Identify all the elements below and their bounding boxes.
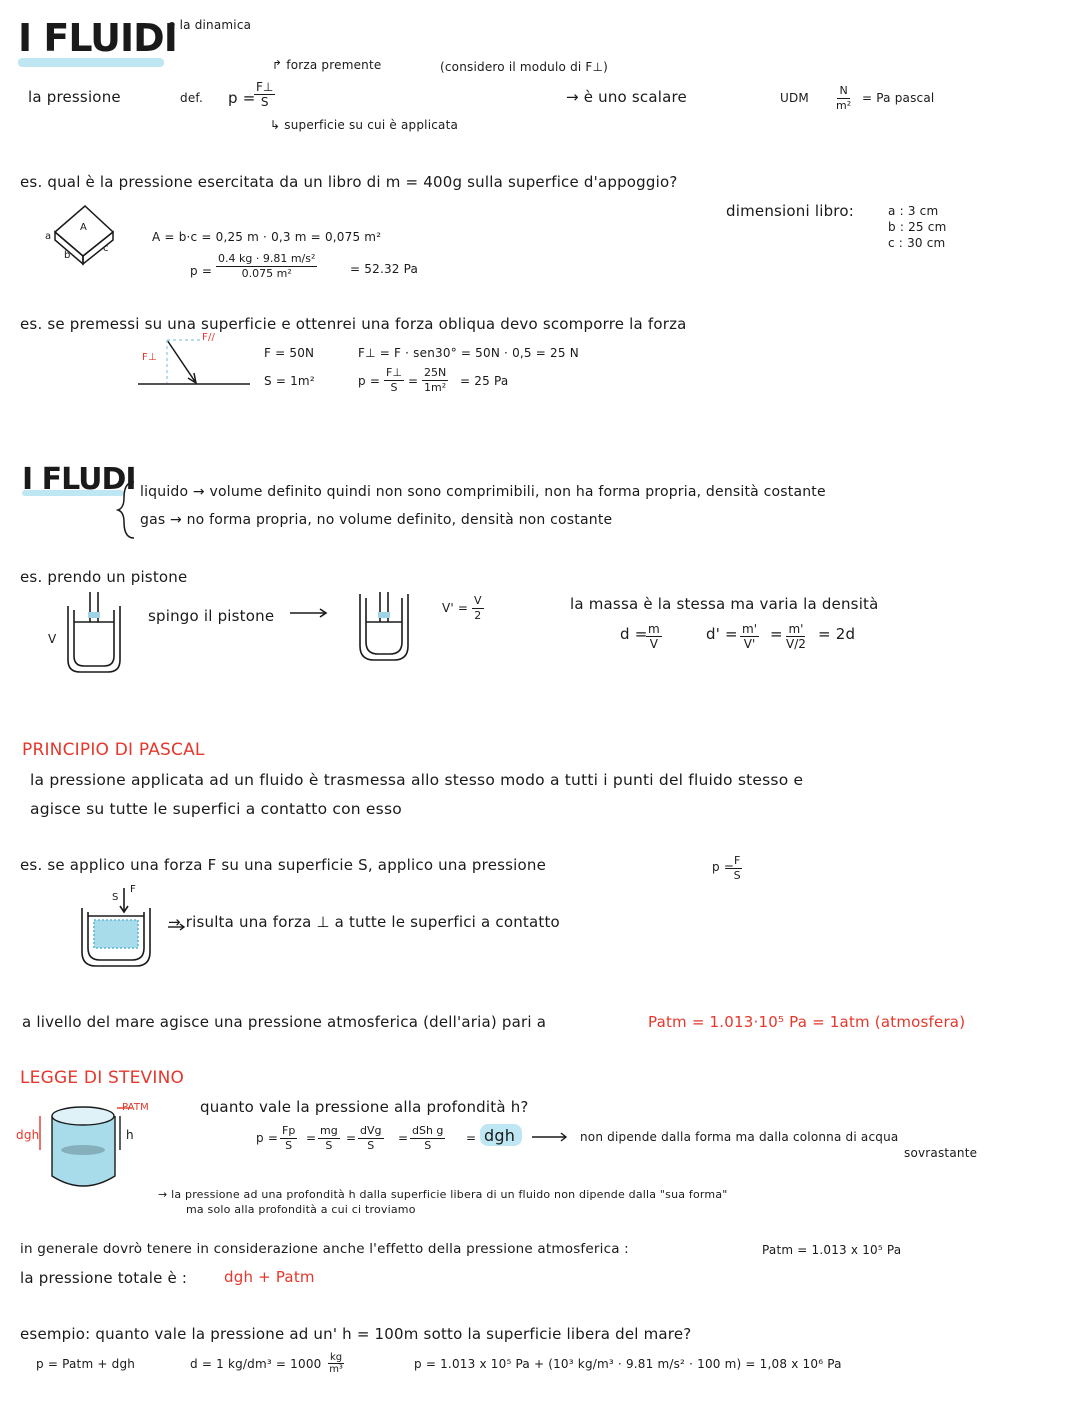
pascal-atm-text: a livello del mare agisce una pressione atmosferica (dell'aria) pari a	[22, 1013, 547, 1031]
stevino-f4n: dSh g	[412, 1124, 444, 1137]
piston-dp-den2: V/2	[786, 637, 806, 651]
final-question: esempio: quanto vale la pressione ad un' h = 100m sotto la superficie libera del mare?	[20, 1325, 692, 1343]
ex2-S: S = 1m²	[264, 374, 315, 388]
pressure-den: S	[260, 95, 269, 109]
piston-v: V	[48, 632, 57, 646]
stevino-note2: ma solo alla profondità a cui ci troviamo	[186, 1203, 416, 1216]
stevino-eq3: =	[398, 1131, 409, 1145]
piston-dp-num2: m'	[788, 622, 804, 636]
dgh-arrow	[532, 1133, 566, 1141]
pressure-eq: p =	[228, 89, 256, 107]
piston-drawing-1	[68, 592, 120, 672]
ex2-text: es. se premessi su una superficie e ottenrei una forza obliqua devo scomporre la forza	[20, 315, 687, 333]
stevino-eq2: =	[346, 1131, 357, 1145]
ex2-fperp-label: F⊥	[142, 352, 157, 363]
ex2-p-frac2-den: 1m²	[424, 381, 447, 394]
udm-unit: = Pa pascal	[862, 91, 935, 105]
ex1-dims-title: dimensioni libro:	[726, 202, 854, 220]
piston-d-frac	[646, 622, 662, 651]
ex2-p-frac2-num: 25N	[424, 366, 447, 379]
pascal-s-label: S	[112, 892, 119, 903]
stevino-indep: non dipende dalla forma ma dalla colonna di acqua	[580, 1130, 899, 1144]
pressure-num: F⊥	[256, 80, 274, 94]
stevino-frac4	[410, 1124, 445, 1153]
pressure-def: def.	[180, 91, 203, 105]
udm-num: N	[839, 84, 848, 97]
book-label-A: A	[80, 222, 88, 233]
piston-d-lhs: d =	[620, 625, 648, 643]
piston-vprime-num: V	[474, 594, 482, 607]
stevino-f1n: Fp	[282, 1124, 296, 1137]
stevino-cylinder-drawing	[40, 1107, 132, 1186]
pascal-p-den: S	[733, 869, 741, 882]
ex2-fpar-label: F//	[202, 332, 216, 343]
pascal-f-label: F	[130, 884, 136, 895]
piston-dp-frac	[740, 622, 759, 651]
book-label-a: a	[45, 231, 52, 242]
stevino-f2d: S	[325, 1139, 333, 1152]
ex1-question: es. qual è la pressione esercitata da un libro di m = 400g sulla superfice d'appoggio?	[20, 173, 678, 191]
stevino-eq1: =	[306, 1131, 317, 1145]
udm-den: m²	[836, 99, 852, 112]
piston-d-num: m	[648, 622, 660, 636]
ex2-fperp-calc: F⊥ = F · sen30° = 50N · 0,5 = 25 N	[358, 346, 579, 360]
piston-dp-frac2	[786, 622, 806, 651]
piston-intro: es. prendo un pistone	[20, 568, 188, 586]
pressure-fraction	[254, 80, 275, 109]
final-density: d = 1 kg/dm³ = 1000	[190, 1357, 322, 1371]
surface-note: ↳ superficie su cui è applicata	[270, 118, 459, 132]
ex1-dim-a: a : 3 cm	[888, 204, 939, 218]
stevino-f1d: S	[285, 1139, 293, 1152]
piston-drawing-2	[360, 592, 408, 660]
stevino-patm-value: Patm = 1.013 x 10⁵ Pa	[762, 1243, 902, 1257]
fluids-liquid: liquido → volume definito quindi non sono comprimibili, non ha forma propria, densità costante	[140, 484, 826, 500]
udm-label: UDM	[780, 91, 809, 105]
ex2-eq-sign: =	[408, 374, 419, 388]
stevino-total-value: dgh + Patm	[224, 1268, 315, 1286]
pascal-p-lhs: p =	[712, 860, 735, 874]
final-formula: p = Patm + dgh	[36, 1357, 136, 1371]
udm-fraction	[836, 84, 851, 113]
push-arrow	[290, 609, 326, 617]
piston-vprime-den: 2	[474, 609, 482, 622]
stevino-dgh-label: dgh	[16, 1128, 40, 1142]
stevino-total-label: la pressione totale è :	[20, 1269, 188, 1287]
modulus-note: (considero il modulo di F⊥)	[440, 60, 609, 74]
ex1-p-den: 0.075 m²	[241, 267, 292, 280]
stevino-title: LEGGE DI STEVINO	[20, 1068, 185, 1088]
pascal-title: PRINCIPIO DI PASCAL	[22, 740, 205, 760]
pressure-label: la pressione	[28, 88, 121, 106]
ex2-p-lhs: p =	[358, 374, 381, 388]
pascal-line1: la pressione applicata ad un fluido è trasmessa allo stesso modo a tutti i punti del fluido stesso e	[30, 771, 804, 789]
page-title: I FLUIDI	[18, 16, 177, 60]
pascal-atm-value: Patm = 1.013·10⁵ Pa = 1atm (atmosfera)	[648, 1013, 966, 1031]
ex1-dim-b: b : 25 cm	[888, 220, 947, 234]
page-subtitle: e la dinamica	[168, 18, 252, 32]
ex2-p-frac1-num: F⊥	[386, 366, 402, 379]
piston-dp-eq: =	[770, 625, 783, 643]
stevino-p-lhs: p =	[256, 1131, 279, 1145]
ex1-area: A = b·c = 0,25 m · 0,3 m = 0,075 m²	[152, 230, 382, 244]
final-calc: p = 1.013 x 10⁵ Pa + (10³ kg/m³ · 9.81 m/s² · 100 m) = 1,08 x 10⁶ Pa	[414, 1357, 842, 1371]
stevino-indep2: sovrastante	[904, 1146, 978, 1160]
piston-mass-text: la massa è la stessa ma varia la densità	[570, 595, 879, 613]
book-label-b: b	[64, 250, 71, 261]
piston-dp-num: m'	[742, 622, 757, 636]
fluids-gas: gas → no forma propria, no volume definito, densità non costante	[140, 512, 613, 528]
final-density-den: m³	[329, 1364, 343, 1375]
piston-vprime-frac	[472, 594, 484, 623]
piston-dp-den: V'	[743, 637, 756, 651]
ex1-p-num: 0.4 kg · 9.81 m/s²	[218, 252, 316, 265]
final-density-frac	[328, 1352, 344, 1375]
stevino-f3n: dVg	[360, 1124, 382, 1137]
stevino-frac1	[280, 1124, 297, 1153]
book-label-c: c	[103, 243, 109, 254]
stevino-frac3	[358, 1124, 384, 1153]
ex1-p-fraction	[216, 252, 317, 281]
pascal-line2: agisce su tutte le superfici a contatto con esso	[30, 800, 402, 818]
piston-vprime: V' =	[442, 601, 469, 615]
stevino-general: in generale dovrò tenere in considerazione anche l'effetto della pressione atmosferica :	[20, 1241, 629, 1257]
ex2-p-frac1	[384, 366, 404, 395]
stevino-note1: → la pressione ad una profondità h dalla superficie libera di un fluido non dipende dalla "sua forma"	[158, 1188, 728, 1201]
stevino-frac2	[318, 1124, 340, 1153]
ex1-dim-c: c : 30 cm	[888, 236, 946, 250]
pascal-p-frac	[732, 854, 742, 883]
stevino-patm-label: PATM	[122, 1102, 149, 1113]
ex2-F: F = 50N	[264, 346, 315, 360]
ex2-p-result: = 25 Pa	[460, 374, 509, 388]
ex1-p-result: = 52.32 Pa	[350, 262, 419, 276]
pascal-example: es. se applico una forza F su una superficie S, applico una pressione	[20, 856, 547, 874]
ex2-p-frac1-den: S	[390, 381, 398, 394]
piston-dp-lhs: d' =	[706, 625, 738, 643]
piston-d-den: V	[649, 637, 658, 651]
fluids-title: I FLUDI	[22, 462, 136, 497]
stevino-question: quanto vale la pressione alla profondità h?	[200, 1098, 529, 1116]
stevino-f4d: S	[424, 1139, 432, 1152]
ex1-p-lhs: p =	[190, 264, 213, 278]
stevino-f2n: mg	[320, 1124, 338, 1137]
pascal-result: → risulta una forza ⊥ a tutte le superfici a contatto	[168, 913, 560, 931]
stevino-dgh: dgh	[484, 1126, 516, 1145]
force-note: ↱ forza premente	[272, 58, 382, 72]
final-density-num: kg	[330, 1352, 343, 1363]
piston-dp-result: = 2d	[818, 625, 856, 643]
stevino-eq4: =	[466, 1131, 477, 1145]
pascal-p-num: F	[734, 854, 741, 867]
scalar-note: → è uno scalare	[566, 88, 687, 106]
piston-push: spingo il pistone	[148, 607, 275, 625]
stevino-f3d: S	[367, 1139, 375, 1152]
stevino-h-label: h	[126, 1128, 134, 1142]
ex2-p-frac2	[422, 366, 448, 395]
